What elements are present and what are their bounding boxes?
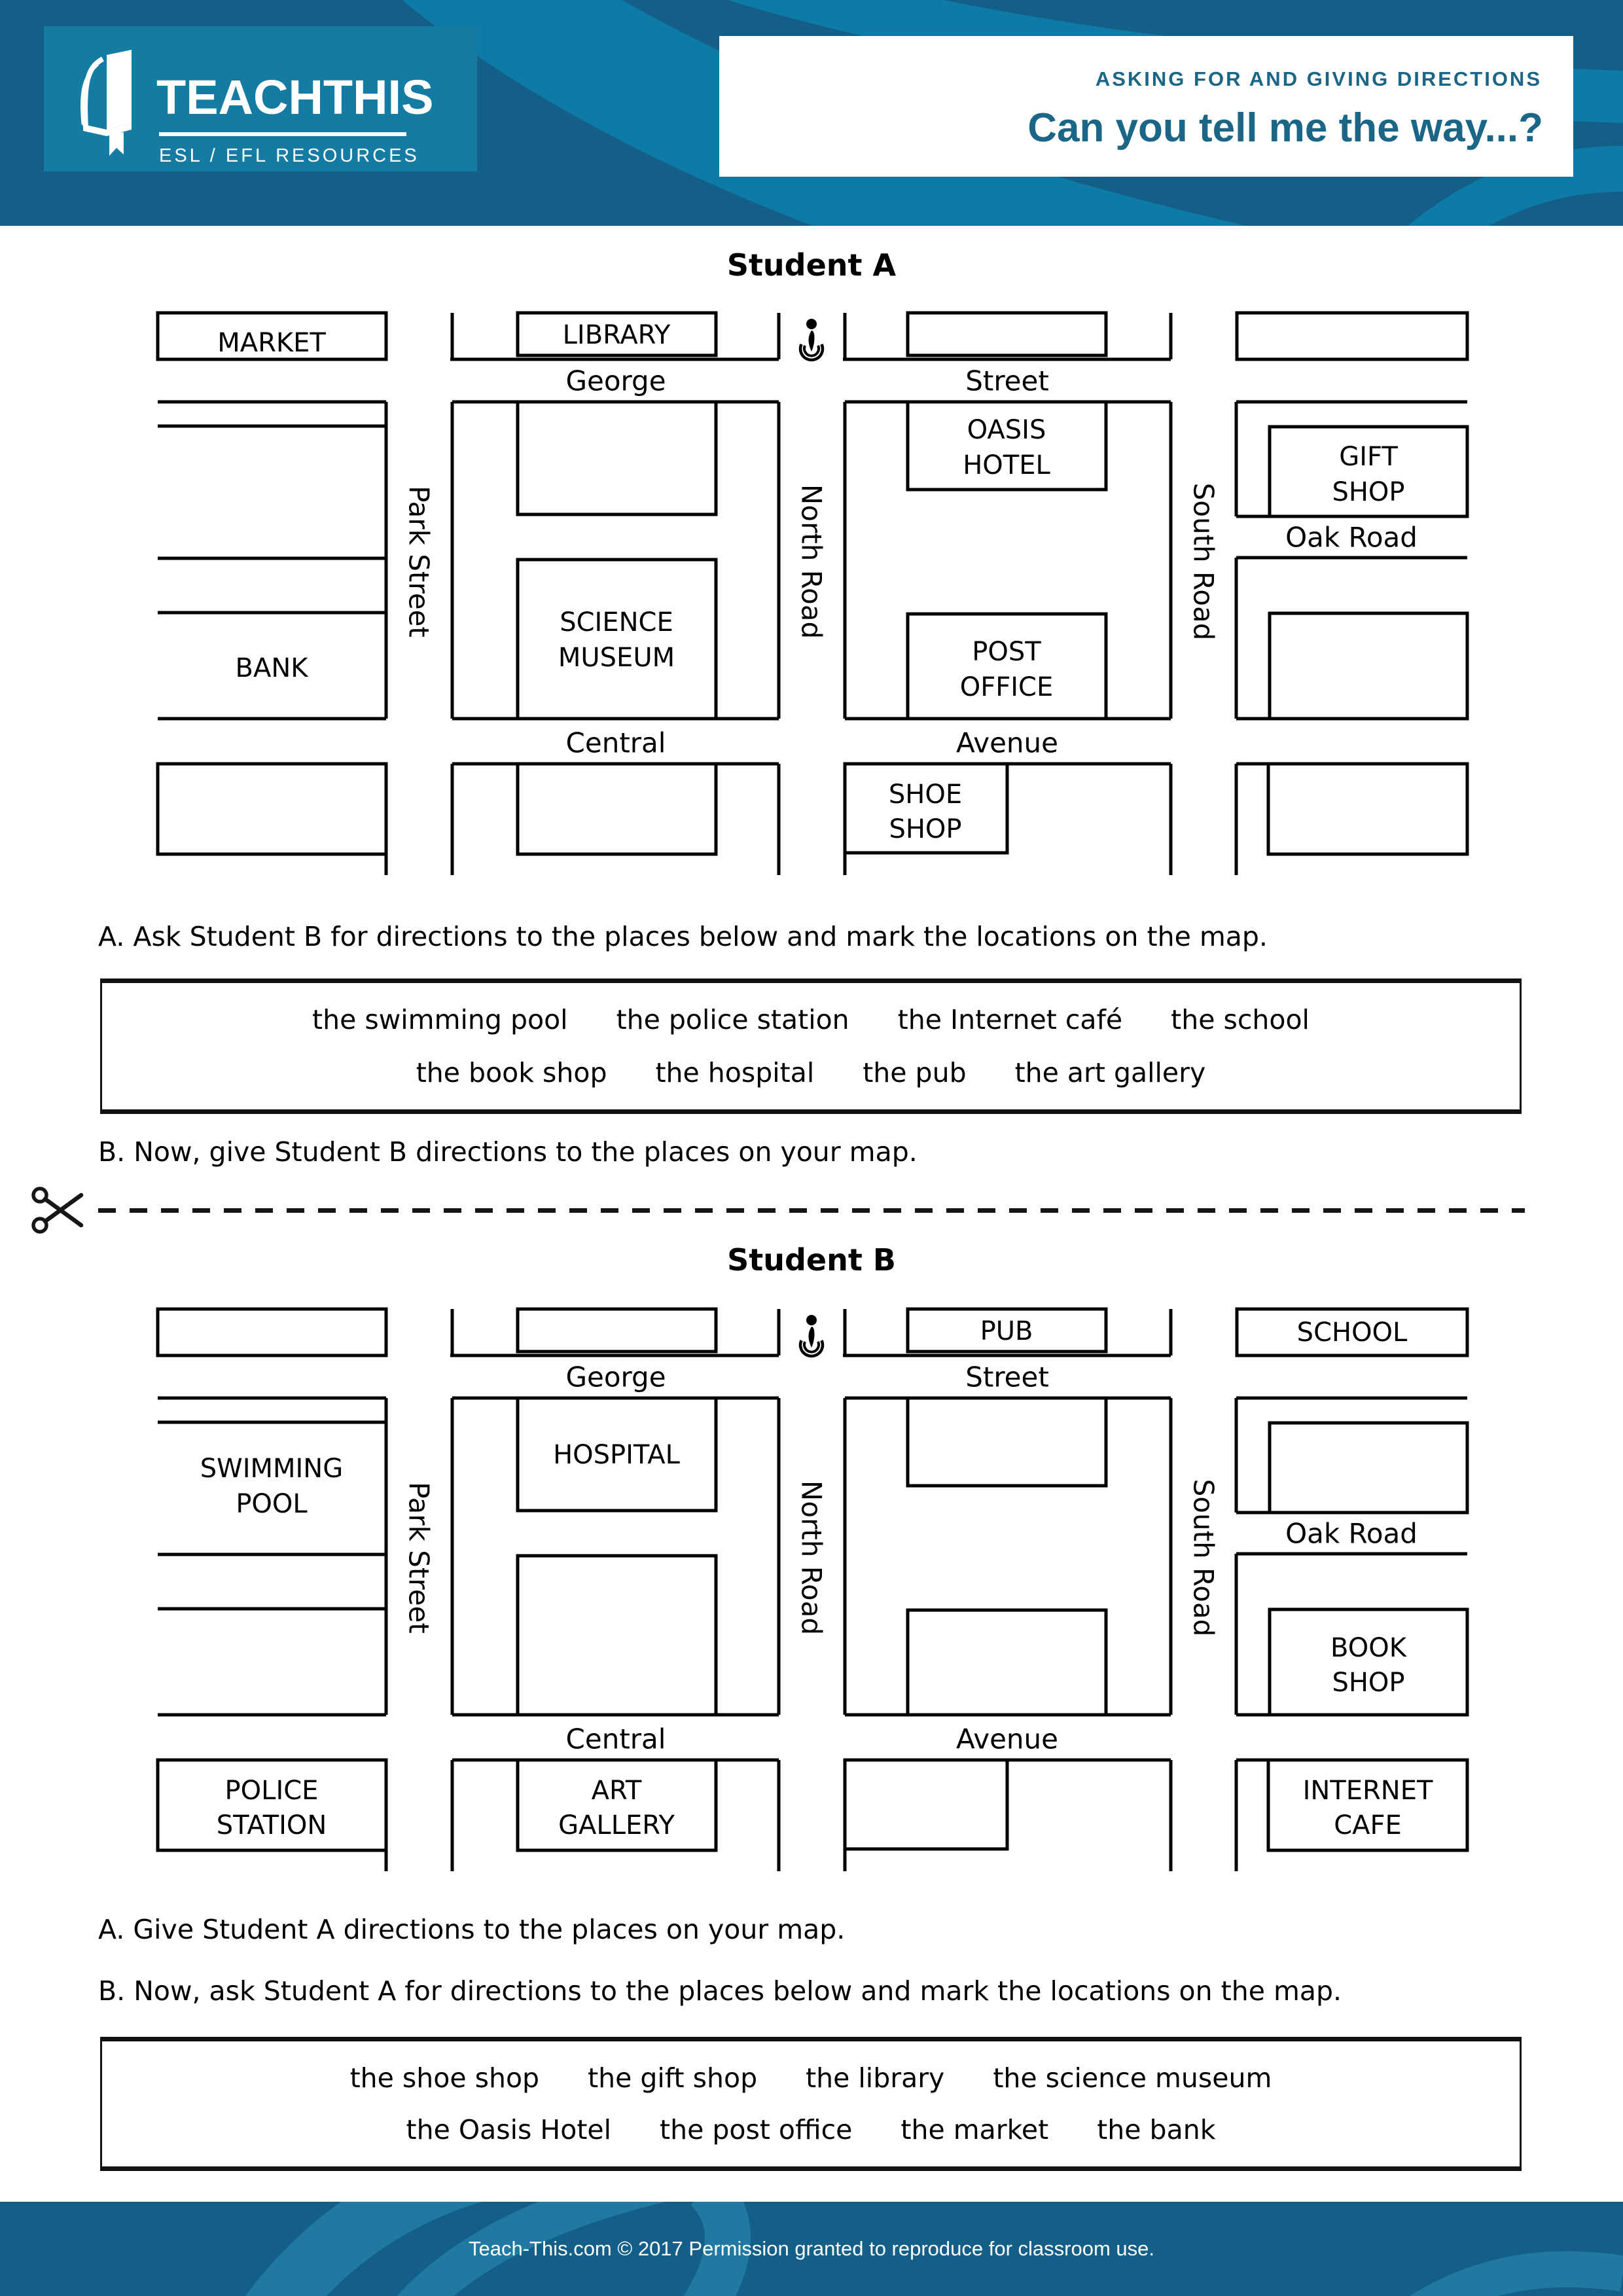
south-road-label: South Road xyxy=(1187,482,1220,641)
top-row-building xyxy=(908,313,1106,355)
student-a-word-box xyxy=(100,978,1522,1114)
oasis-hotel-label: HOTEL xyxy=(963,450,1050,480)
post-office-label: POST xyxy=(972,637,1041,667)
bottom-row-building xyxy=(845,1760,1007,1849)
book-shop-label: BOOK xyxy=(1330,1633,1406,1663)
george-street-label: Street xyxy=(965,365,1049,397)
park-street-label: Park Street xyxy=(402,486,435,637)
school-label: SCHOOL xyxy=(1296,1318,1408,1348)
word-item: the art gallery xyxy=(1014,1056,1206,1088)
swimming-pool-label: SWIMMING xyxy=(200,1454,344,1484)
oasis-hotel-label: OASIS xyxy=(967,415,1046,445)
central-avenue-label: Avenue xyxy=(955,1723,1059,1755)
word-row xyxy=(102,2062,1520,2094)
word-item: the book shop xyxy=(416,1056,607,1088)
mid-building xyxy=(1270,1423,1467,1513)
scissors-icon xyxy=(30,1183,90,1237)
george-street-label: Street xyxy=(965,1361,1049,1393)
word-item: the Internet café xyxy=(897,1004,1123,1036)
copyright-text: Teach-This.com © 2017 Permission granted to reproduce for classroom use. xyxy=(468,2237,1155,2260)
student-a-task-a: A. Ask Student B for directions to the places below and mark the locations on the map. xyxy=(98,921,1268,952)
word-item: the science museum xyxy=(993,2062,1272,2094)
art-gallery-label: ART xyxy=(591,1776,642,1806)
student-b-word-box xyxy=(100,2037,1522,2171)
south-road-label: South Road xyxy=(1187,1479,1220,1637)
logo-subtitle: ESL / EFL RESOURCES xyxy=(159,145,419,166)
mid-building xyxy=(908,1398,1106,1486)
worksheet-category: ASKING FOR AND GIVING DIRECTIONS xyxy=(1095,67,1542,90)
central-avenue-label: Avenue xyxy=(955,726,1059,759)
cut-line xyxy=(98,1208,1525,1213)
top-row-building xyxy=(518,1309,716,1352)
gift-shop-label: SHOP xyxy=(1332,477,1405,507)
bottom-row-building xyxy=(518,764,716,854)
word-row xyxy=(102,2114,1520,2145)
word-item: the shoe shop xyxy=(349,2062,540,2094)
book-icon xyxy=(63,43,162,161)
pub-label: PUB xyxy=(980,1316,1033,1346)
word-item: the school xyxy=(1171,1004,1310,1036)
george-street-label: George xyxy=(565,1361,666,1393)
word-item: the swimming pool xyxy=(312,1004,568,1036)
student-a-heading: Student A xyxy=(726,247,897,283)
logo-title: TEACHTHIS xyxy=(156,70,434,124)
top-row-building xyxy=(1237,313,1467,359)
word-item: the pub xyxy=(863,1056,967,1088)
library-label: LIBRARY xyxy=(562,320,671,350)
bottom-row-building xyxy=(158,764,386,854)
word-item: the hospital xyxy=(655,1056,815,1088)
student-a-task-b: B. Now, give Student B directions to the places on your map. xyxy=(98,1136,918,1168)
student-b-heading: Student B xyxy=(727,1242,896,1278)
oak-road-label: Oak Road xyxy=(1285,1517,1418,1550)
you-are-here-icon xyxy=(800,1315,823,1356)
internet-cafe-label: CAFE xyxy=(1334,1810,1402,1840)
hospital-label: HOSPITAL xyxy=(553,1440,680,1470)
oak-road-label: Oak Road xyxy=(1285,521,1418,554)
internet-cafe-label: INTERNET xyxy=(1302,1776,1433,1806)
gift-shop-label: GIFT xyxy=(1339,442,1398,472)
word-item: the market xyxy=(901,2114,1049,2146)
footer-band xyxy=(0,2202,1623,2296)
student-b-map xyxy=(0,1278,1623,1880)
word-item: the post office xyxy=(660,2114,853,2146)
science-museum-label: SCIENCE xyxy=(560,607,673,637)
mid-building xyxy=(518,402,716,514)
word-item: the police station xyxy=(616,1004,849,1036)
science-museum-building xyxy=(518,560,716,719)
bank-label: BANK xyxy=(235,653,308,683)
word-item: the Oasis Hotel xyxy=(406,2114,612,2146)
police-station-label: POLICE xyxy=(224,1776,319,1806)
you-are-here-icon xyxy=(800,319,823,360)
north-road-label: North Road xyxy=(795,484,828,639)
word-item: the library xyxy=(806,2062,945,2094)
mid-building xyxy=(1270,613,1467,719)
teachthis-logo xyxy=(44,26,477,171)
shoe-shop-label: SHOE xyxy=(888,780,963,810)
market-label: MARKET xyxy=(217,328,326,358)
art-gallery-label: GALLERY xyxy=(558,1810,675,1840)
word-row xyxy=(102,1004,1520,1035)
header-band xyxy=(0,0,1623,226)
title-card xyxy=(719,36,1573,177)
logo-divider xyxy=(159,132,406,136)
student-a-map xyxy=(0,281,1623,884)
mid-building xyxy=(518,1556,716,1715)
book-shop-label: SHOP xyxy=(1332,1668,1405,1698)
mid-building xyxy=(908,1610,1106,1715)
central-avenue-label: Central xyxy=(565,726,666,759)
word-row xyxy=(102,1057,1520,1088)
bottom-row-building xyxy=(1268,764,1467,854)
worksheet-title: Can you tell me the way...? xyxy=(1027,105,1543,151)
swimming-pool-label: POOL xyxy=(236,1489,308,1519)
science-museum-label: MUSEUM xyxy=(558,643,675,673)
central-avenue-label: Central xyxy=(565,1723,666,1755)
student-b-task-b: B. Now, ask Student A for directions to the places below and mark the locations on the map. xyxy=(98,1975,1342,2007)
student-b-task-a: A. Give Student A directions to the places on your map. xyxy=(98,1914,846,1945)
north-road-label: North Road xyxy=(795,1480,828,1636)
park-street-label: Park Street xyxy=(402,1482,435,1634)
word-item: the bank xyxy=(1097,2114,1216,2146)
word-item: the gift shop xyxy=(588,2062,758,2094)
george-street-label: George xyxy=(565,365,666,397)
police-station-label: STATION xyxy=(216,1810,327,1840)
shoe-shop-label: SHOP xyxy=(889,814,962,844)
post-office-label: OFFICE xyxy=(959,672,1054,702)
top-row-building xyxy=(158,1309,386,1355)
